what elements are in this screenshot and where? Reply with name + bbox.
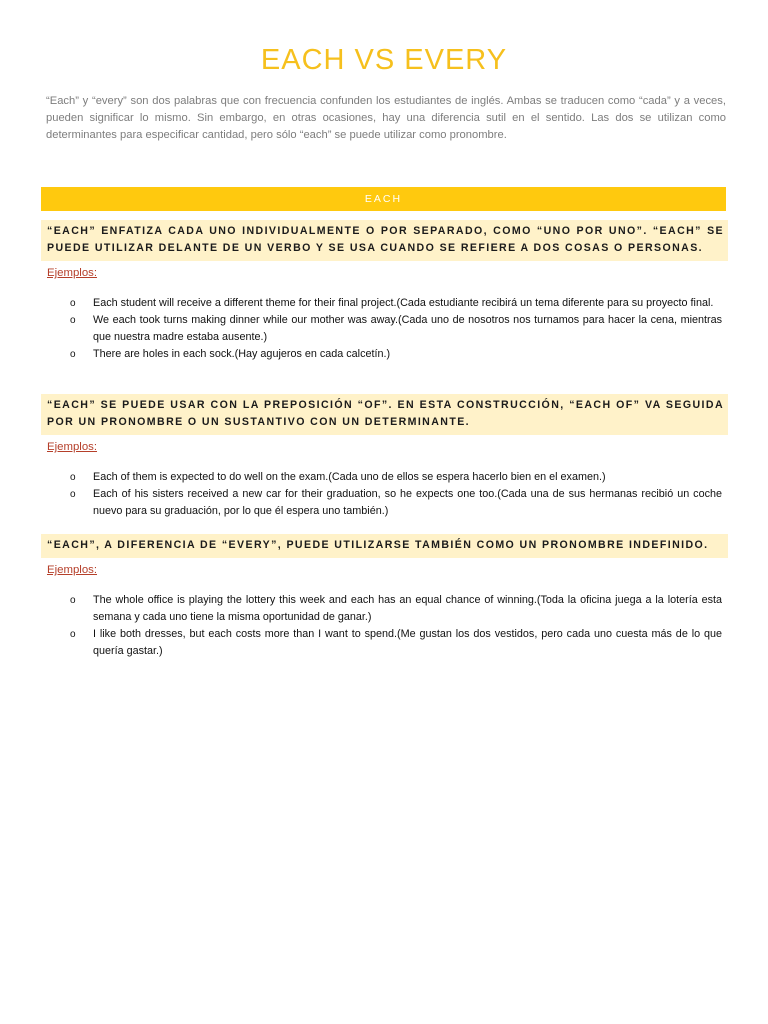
example-item [70,295,722,312]
examples-label-1: Ejemplos: [47,267,98,279]
example-text: The whole office is playing the lottery this week and each has an equal chance of winning.(Toda la oficina juega a la lotería esta semana y cada uno tiene la misma oportunidad de ganar.) [93,594,722,623]
examples-list-1 [70,295,722,363]
example-text: Each of his sisters received a new car for their graduation, so he expects one too.(Cada una de sus hermanas recibió un coche nuevo para su graduación, por lo que él espera uno también.) [93,488,722,517]
example-item [70,592,722,626]
rule-box-1: “EACH” ENFATIZA CADA UNO INDIVIDUALMENTE O POR SEPARADO, COMO “UNO POR UNO”. “EACH” SE PUEDE UTILIZAR DELANTE DE UN VERBO Y SE USA CUANDO SE REFIERE A DOS COSAS O PERSONAS. [41,220,728,261]
example-text: We each took turns making dinner while our mother was away.(Cada uno de nosotros nos turnamos para hacer la cena, mientras que nuestra madre estaba ausente.) [93,314,722,343]
example-text: I like both dresses, but each costs more than I want to spend.(Me gustan los dos vestidos, pero cada uno cuesta más de lo que quería gastar.) [93,628,722,657]
example-item [70,469,722,486]
bullet-icon: o [70,315,76,326]
examples-label-2: Ejemplos: [47,441,98,453]
bullet-icon: o [70,595,76,606]
example-item [70,346,722,363]
bullet-icon: o [70,349,76,360]
bullet-icon: o [70,489,76,500]
rule-box-2: “EACH” SE PUEDE USAR CON LA PREPOSICIÓN “OF”. EN ESTA CONSTRUCCIÓN, “EACH OF” VA SEGUIDA POR UN PRONOMBRE O UN SUSTANTIVO CON UN DETERMINANTE. [41,394,728,435]
bullet-icon: o [70,472,76,483]
section-header-each: EACH [41,187,726,211]
rule-box-3: “EACH”, A DIFERENCIA DE “EVERY”, PUEDE UTILIZARSE TAMBIÉN COMO UN PRONOMBRE INDEFINIDO. [41,534,728,558]
bullet-icon: o [70,298,76,309]
bullet-icon: o [70,629,76,640]
example-text: Each of them is expected to do well on the exam.(Cada uno de ellos se espera hacerlo bien en el examen.) [93,471,606,483]
example-text: Each student will receive a different theme for their final project.(Cada estudiante recibirá un tema diferente para su proyecto final. [93,297,714,309]
examples-label-3: Ejemplos: [47,564,98,576]
example-item [70,486,722,520]
examples-list-3 [70,592,722,660]
example-text: There are holes in each sock.(Hay agujeros en cada calcetín.) [93,348,391,360]
example-item [70,626,722,660]
intro-paragraph: “Each” y “every” son dos palabras que con frecuencia confunden los estudiantes de inglés. Ambas se traducen como “cada” y a veces, pueden significar lo mismo. Sin embargo, en otras ocasiones, hay una diferencia sutil en el sentido. Las dos se utilizan como determinantes para especificar cantidad, pero sólo “each” se puede utilizar como pronombre. [46,95,726,141]
page-title: EACH VS EVERY [260,44,508,76]
example-item [70,312,722,346]
examples-list-2 [70,469,722,520]
